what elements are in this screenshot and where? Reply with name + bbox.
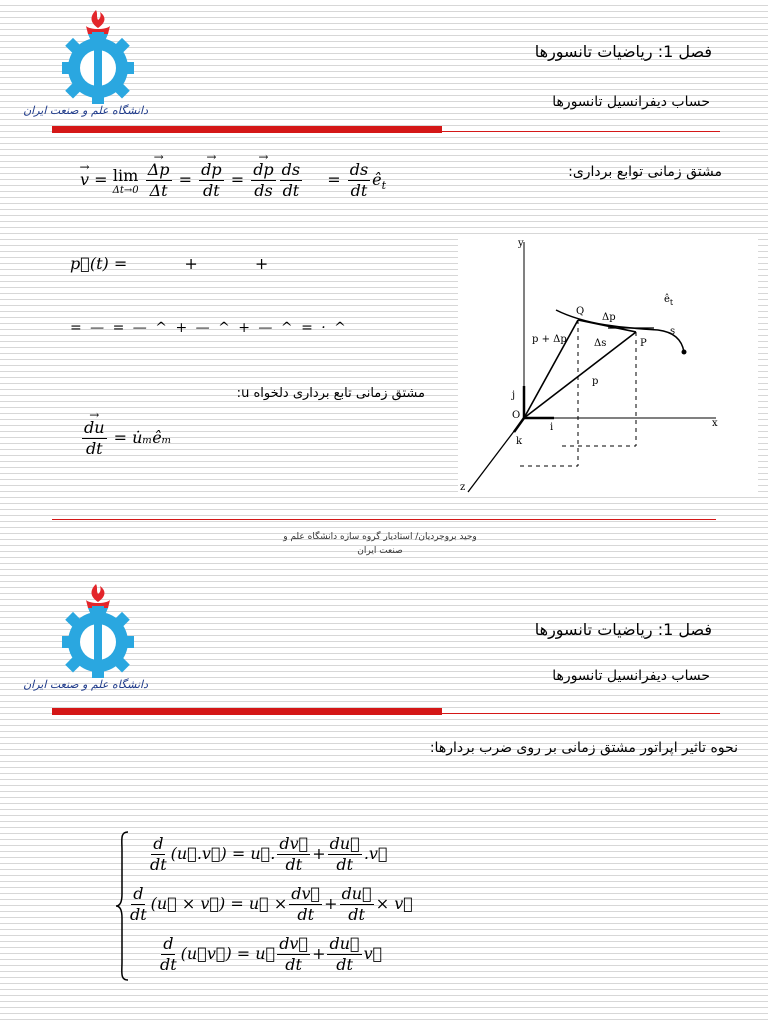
fraction — [128, 884, 149, 925]
denominator: dt — [282, 181, 300, 200]
denominator: dt — [85, 439, 103, 458]
denominator: dt — [348, 905, 365, 924]
limit-operator — [113, 166, 139, 196]
footer-line-1: وحید بروجردیان/ استادیار گروه سازه دانشگاه علم و — [283, 532, 477, 542]
fraction — [289, 884, 322, 925]
fraction — [277, 934, 310, 975]
plus-sign: + — [312, 844, 326, 863]
slide-title: فصل 1: ریاضیات تانسورها — [534, 42, 712, 61]
arbitrary-derivative-equation — [80, 418, 172, 459]
denominator: dt — [160, 955, 177, 974]
fraction — [158, 934, 179, 975]
cross-product-rule — [126, 884, 413, 925]
slide-footer — [180, 530, 580, 558]
unit-tangent-symbol: ê — [664, 294, 670, 305]
eq-equals: = — [230, 170, 245, 189]
equation-tail: v⃗ — [363, 944, 383, 963]
vector-p-plus-dp-label: p + Δp — [532, 334, 567, 345]
numerator: dv⃗ — [291, 884, 321, 903]
plus-sign: + — [184, 254, 198, 273]
fraction — [277, 834, 310, 875]
fraction — [146, 160, 172, 201]
curve-diagram — [458, 236, 758, 494]
numerator: → dp — [199, 160, 223, 181]
numerator: d — [163, 934, 174, 953]
eq-equals: = — [94, 170, 108, 189]
equation-tail: × v⃗ — [375, 894, 413, 913]
arbitrary-vector-label: مشتق زمانی تابع برداری دلخواه u: — [236, 386, 425, 401]
unit-k-label: k — [516, 436, 523, 447]
numerator: ds — [349, 160, 369, 179]
fraction — [82, 418, 107, 459]
delta-s-label: Δs — [594, 338, 607, 349]
origin-label: O — [512, 410, 521, 421]
denominator: dt — [285, 855, 303, 874]
axis-label-x: x — [712, 418, 718, 429]
numerator: dv⃗ — [279, 834, 309, 853]
dyadic-product-rule — [156, 934, 382, 975]
position-equation — [70, 254, 268, 273]
footer-line-2: صنعت ایران — [357, 546, 403, 556]
delta-p-label: Δp — [602, 312, 616, 323]
lim-subscript: Δt→0 — [112, 184, 139, 196]
slide-subtitle: حساب دیفرانسیل تانسورها — [552, 94, 710, 110]
denominator: dt — [350, 181, 368, 200]
logo-caption: دانشگاه علم و صنعت ایران — [23, 104, 148, 117]
section-label: مشتق زمانی توابع برداری: — [568, 164, 722, 180]
denominator: dt — [203, 181, 220, 200]
numerator: d — [153, 834, 164, 853]
unit-i-label: i — [550, 422, 554, 433]
eq-equals: = — [327, 170, 341, 189]
section-label: نحوه تاثیر اپراتور مشتق زمانی بر روی ضرب بردارها: — [429, 740, 738, 756]
fraction — [148, 834, 169, 875]
numerator: d — [133, 884, 144, 903]
fraction — [328, 834, 362, 875]
denominator: dt — [336, 855, 354, 874]
axis-label-z: z — [460, 482, 466, 493]
plus-sign: + — [324, 894, 338, 913]
equation-rhs: = u̇ₘêₘ — [113, 428, 172, 447]
eq-symbol: → v — [80, 170, 89, 189]
fraction — [340, 884, 374, 925]
vector-p-label: p — [592, 376, 599, 387]
denominator: dt — [130, 905, 147, 924]
eq-equals: = — [178, 170, 193, 189]
university-logo — [23, 578, 148, 698]
denominator: dt — [285, 955, 302, 974]
header-rule-thin — [442, 131, 720, 132]
fraction — [348, 160, 370, 201]
denominator: dt — [336, 955, 353, 974]
plus-sign: + — [312, 944, 326, 963]
point-Q-label: Q — [576, 306, 585, 317]
numerator: du⃗ — [329, 934, 360, 953]
fraction — [327, 934, 361, 975]
numerator: dv⃗ — [279, 934, 309, 953]
numerator: du⃗ — [329, 834, 360, 853]
header-rule-thin — [442, 713, 720, 714]
derivative-equation-fragment: = — = — ^ + — ^ + — ^ = · ^ — [70, 320, 348, 336]
dot-product-rule — [146, 834, 388, 875]
numerator: → Δp — [146, 160, 172, 181]
unit-j-label: j — [512, 390, 516, 401]
slide-2 — [0, 578, 768, 1024]
space-curve-figure — [458, 236, 758, 494]
plus-sign: + — [254, 254, 269, 273]
fraction — [251, 160, 275, 201]
denominator: dt — [150, 855, 167, 874]
numerator: du⃗ — [341, 884, 372, 903]
university-logo — [23, 4, 148, 124]
equation-tail: .v⃗ — [363, 844, 388, 863]
unit-vector: ê — [372, 170, 382, 189]
unit-vector-subscript: t — [381, 179, 387, 193]
lim-word: lim — [112, 165, 139, 185]
denominator: dt — [297, 905, 315, 924]
unit-tangent-subscript: t — [669, 298, 674, 307]
curve-s-label: s — [670, 326, 676, 337]
header-rule-thick — [52, 126, 442, 133]
velocity-equation — [80, 160, 386, 201]
slide-title: فصل 1: ریاضیات تانسورها — [534, 620, 712, 639]
equation-lhs: (u⃗v⃗) = u⃗ — [180, 944, 276, 963]
slide-subtitle: حساب دیفرانسیل تانسورها — [552, 668, 710, 684]
header-rule-thick — [52, 708, 442, 715]
point-P-label: P — [640, 338, 647, 349]
equation-lhs: (u⃗ × v⃗) = u⃗ × — [150, 894, 288, 913]
position-lhs: p⃗(t) = — [70, 254, 128, 273]
equation-lhs: (u⃗.v⃗) = u⃗. — [170, 844, 276, 863]
unit-tangent-label — [664, 294, 674, 307]
axis-label-y: y — [518, 238, 524, 249]
denominator: ds — [254, 181, 273, 200]
denominator: Δt — [149, 181, 168, 200]
logo-caption: دانشگاه علم و صنعت ایران — [23, 678, 148, 691]
fraction — [280, 160, 302, 201]
footer-rule — [52, 519, 716, 520]
numerator: → dp — [251, 160, 275, 181]
fraction — [199, 160, 223, 201]
numerator: ds — [281, 160, 301, 179]
numerator: → du — [82, 418, 107, 439]
